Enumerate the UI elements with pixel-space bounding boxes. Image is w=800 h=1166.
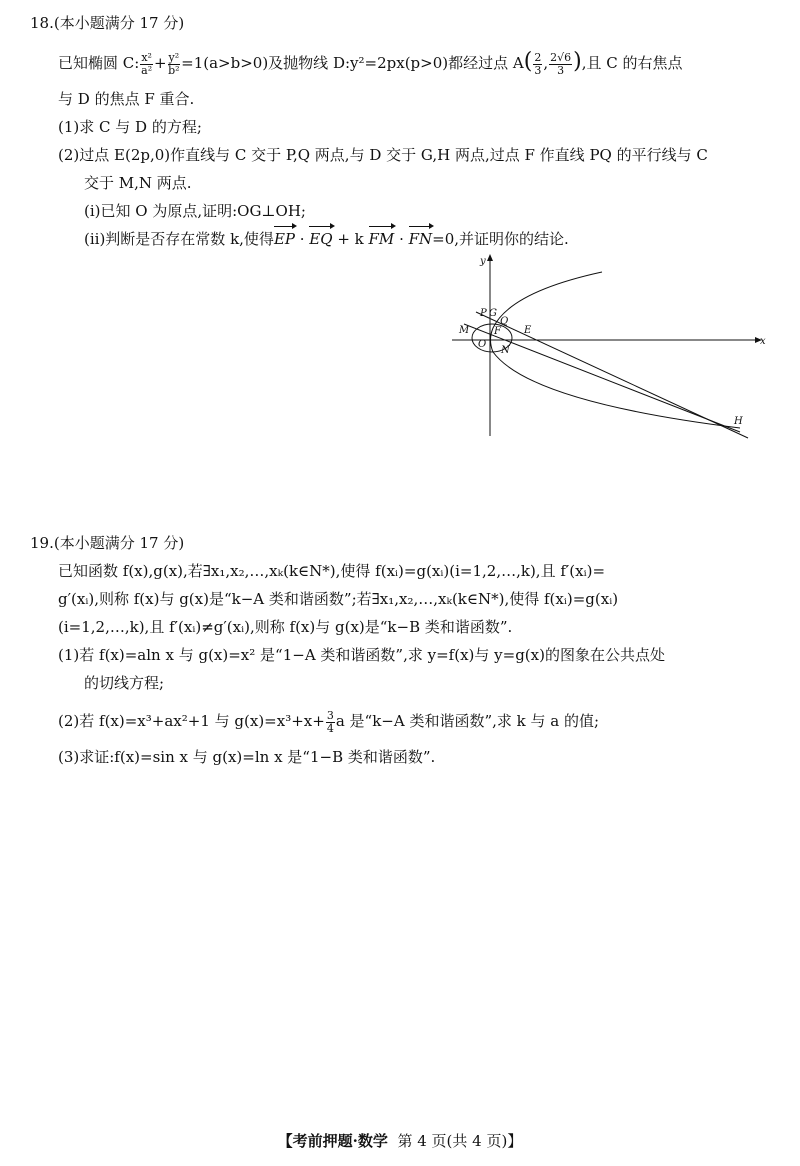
label-e: E	[524, 325, 532, 336]
frac-x-num: x²	[141, 50, 152, 64]
q19-stem-line3: (i=1,2,…,k),且 f′(xᵢ)≠g′(xᵢ),则称 f(x)与 g(x)是“k−B 类和谐函数”.	[58, 618, 513, 636]
ellipse-y-frac	[168, 52, 181, 77]
label-q: Q	[500, 316, 509, 327]
dot-1: ·	[294, 230, 310, 248]
point-a-y	[549, 52, 572, 77]
q18-ellipse-mid: =1(a>b>0)及抛物线 D:y²=2px(p>0)都经过点 A	[181, 54, 524, 72]
q19-part2-pre: (2)若 f(x)=x³+ax²+1 与 g(x)=x³+x+	[58, 712, 325, 730]
q19-stem-line2: g′(xᵢ),则称 f(x)与 g(x)是“k−A 类和谐函数”;若∃x₁,x₂,…,xₖ(k∈N*),使得 f(xᵢ)=g(xᵢ)	[58, 590, 619, 608]
a-y-num: 2√6	[550, 50, 572, 64]
q19-part2	[58, 704, 599, 738]
q19-part1-line1: (1)若 f(x)=aln x 与 g(x)=x² 是“1−A 类和谐函数”,求 y=f(x)与 y=g(x)的图象在公共点处	[58, 646, 665, 664]
a-x-num: 2	[534, 50, 542, 64]
vector-fn: FN	[408, 230, 433, 248]
plus-sign: +	[153, 54, 167, 72]
label-h: H	[734, 416, 743, 427]
ellipse-x-frac	[140, 52, 153, 77]
vector-fm: FM	[368, 230, 395, 248]
q19-header	[30, 532, 184, 554]
label-g: G	[489, 308, 497, 319]
label-p: P	[480, 308, 487, 319]
label-n: N	[501, 345, 510, 356]
part2ii-pre: (ⅱ)判断是否存在常数 k,使得	[84, 230, 274, 248]
label-o: O	[478, 339, 487, 350]
q18-score: (本小题满分 17 分)	[53, 14, 185, 32]
page-footer	[0, 1130, 800, 1151]
q18-part2-i: (ⅰ)已知 O 为原点,证明:OG⊥OH;	[84, 202, 306, 220]
frac-x-den: a²	[141, 63, 153, 77]
q18-part2-line2: 交于 M,N 两点.	[84, 174, 192, 192]
label-y: y	[480, 256, 486, 267]
q18-stem-pre: 已知椭圆 C:	[58, 54, 140, 72]
q19-part1-line2: 的切线方程;	[84, 674, 165, 692]
label-f: F	[494, 326, 501, 337]
vector-eq: EQ	[309, 230, 333, 248]
a-y-den: 3	[557, 63, 565, 77]
q19-score: (本小题满分 17 分)	[53, 534, 185, 552]
parabola-d	[491, 272, 741, 428]
label-x: x	[760, 336, 766, 347]
frac-y-num: y²	[168, 50, 180, 64]
q19-stem-line1: 已知函数 f(x),g(x),若∃x₁,x₂,…,xₖ(k∈N*),使得 f(xᵢ)=g(xᵢ)(i=1,2,…,k),且 f′(xᵢ)=	[58, 562, 606, 580]
plus-k: + k	[332, 230, 369, 248]
q18-figure	[450, 252, 780, 442]
dot-2: ·	[394, 230, 409, 248]
footer-page: 第 4 页(共 4 页)】	[397, 1132, 523, 1150]
q18-part2-line1: (2)过点 E(2p,0)作直线与 C 交于 P,Q 两点,与 D 交于 G,H 两点,过点 F 作直线 PQ 的平行线与 C	[58, 146, 708, 164]
q19-part3: (3)求证:f(x)=sin x 与 g(x)=ln x 是“1−B 类和谐函数”.	[58, 748, 436, 766]
part2ii-post: =0,并证明你的结论.	[432, 230, 569, 248]
y-axis-arrow	[487, 254, 493, 261]
q19-part2-post: a 是“k−A 类和谐函数”,求 k 与 a 的值;	[335, 712, 600, 730]
q18-number: 18.	[30, 14, 54, 32]
vector-ep: EP	[273, 230, 295, 248]
a-x-den: 3	[534, 63, 542, 77]
q18-point-end: ,且 C 的右焦点	[581, 54, 683, 72]
label-m: M	[459, 325, 470, 336]
q18-header	[30, 12, 184, 34]
q19-frac-den: 4	[326, 721, 334, 735]
q19-frac-num: 3	[326, 708, 334, 722]
q19-number: 19.	[30, 534, 54, 552]
q18-stem-line2: 与 D 的焦点 F 重合.	[58, 90, 195, 108]
q18-stem-line1: 已知椭圆 C: $\frac{\text{x²}}{\text{a²}}$ + $\frac{\text{y²}}{\text{b²}}$ =1(a>b>0)及抛物线 D:y²=2px(p>0)都经过点 A( $\frac{2}{3}$ , $\frac{2√6}{3}$ ),且 C 的右焦点	[58, 49, 683, 77]
point-a-x	[533, 52, 542, 77]
q18-part2-ii	[84, 228, 569, 250]
frac-y-den: b²	[168, 63, 180, 77]
footer-title: 【考前押题·数学	[277, 1132, 388, 1150]
q18-part1: (1)求 C 与 D 的方程;	[58, 118, 202, 136]
q19-frac	[326, 710, 335, 735]
